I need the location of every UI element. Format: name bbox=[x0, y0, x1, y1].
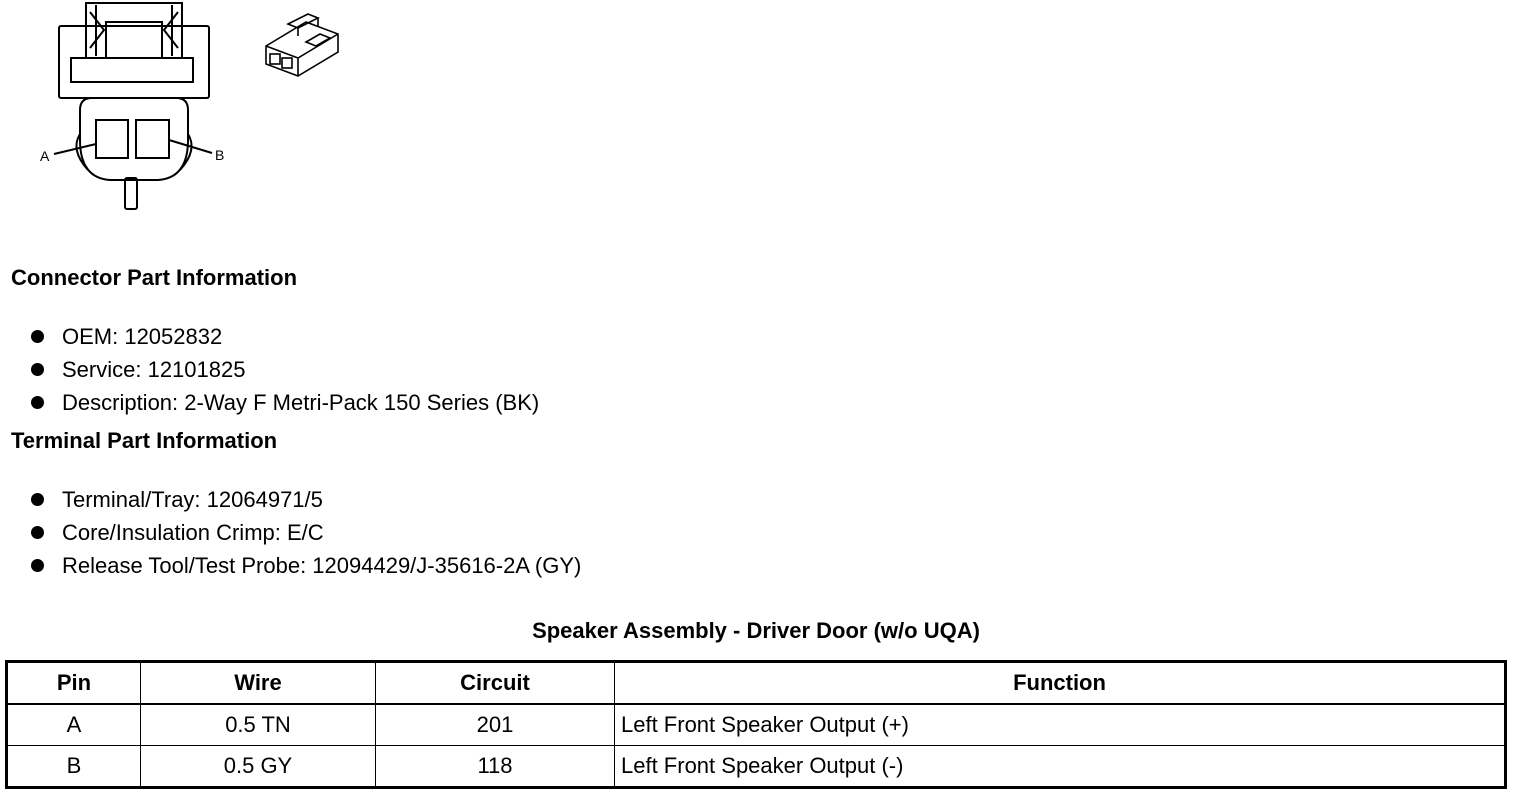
list-item bbox=[30, 516, 581, 549]
terminal-part-info-list bbox=[30, 483, 581, 582]
list-item bbox=[30, 483, 581, 516]
connector-oem-text: OEM: 12052832 bbox=[62, 323, 223, 349]
connector-part-info-list bbox=[30, 320, 539, 419]
list-item bbox=[30, 386, 539, 419]
list-item bbox=[30, 549, 581, 582]
list-item bbox=[30, 353, 539, 386]
cell-pin: A bbox=[7, 704, 141, 746]
header-function: Function bbox=[615, 662, 1506, 705]
cell-circuit: 118 bbox=[376, 746, 615, 788]
connector-service-text: Service: 12101825 bbox=[62, 356, 246, 382]
table-row bbox=[7, 704, 1506, 746]
terminal-part-info-heading: Terminal Part Information bbox=[11, 428, 278, 453]
bullet-icon bbox=[31, 396, 44, 409]
bullet-icon bbox=[31, 493, 44, 506]
pin-label-a: A bbox=[40, 148, 50, 164]
bullet-icon bbox=[31, 526, 44, 539]
terminal-tray-text: Terminal/Tray: 12064971/5 bbox=[62, 486, 323, 512]
header-pin: Pin bbox=[7, 662, 141, 705]
connector-face-diagram bbox=[30, 0, 250, 215]
bullet-icon bbox=[31, 330, 44, 343]
connector-isometric-diagram bbox=[258, 12, 344, 88]
pin-table-title: Speaker Assembly - Driver Door (w/o UQA) bbox=[532, 618, 980, 643]
cell-wire: 0.5 GY bbox=[141, 746, 376, 788]
bullet-icon bbox=[31, 363, 44, 376]
bullet-icon bbox=[31, 559, 44, 572]
cell-pin: B bbox=[7, 746, 141, 788]
table-header-row bbox=[7, 662, 1506, 705]
cell-circuit: 201 bbox=[376, 704, 615, 746]
pin-table bbox=[5, 660, 1507, 789]
cell-wire: 0.5 TN bbox=[141, 704, 376, 746]
pin-label-b: B bbox=[215, 147, 225, 163]
header-circuit: Circuit bbox=[376, 662, 615, 705]
connector-part-info-heading: Connector Part Information bbox=[11, 265, 298, 290]
table-row bbox=[7, 746, 1506, 788]
connector-description-text: Description: 2-Way F Metri-Pack 150 Series (BK) bbox=[62, 389, 540, 415]
terminal-release-tool-text: Release Tool/Test Probe: 12094429/J-35616-2A (GY) bbox=[62, 552, 582, 578]
cell-function: Left Front Speaker Output (+) bbox=[615, 704, 1506, 746]
terminal-crimp-text: Core/Insulation Crimp: E/C bbox=[62, 519, 324, 545]
list-item bbox=[30, 320, 539, 353]
cell-function: Left Front Speaker Output (-) bbox=[615, 746, 1506, 788]
header-wire: Wire bbox=[141, 662, 376, 705]
